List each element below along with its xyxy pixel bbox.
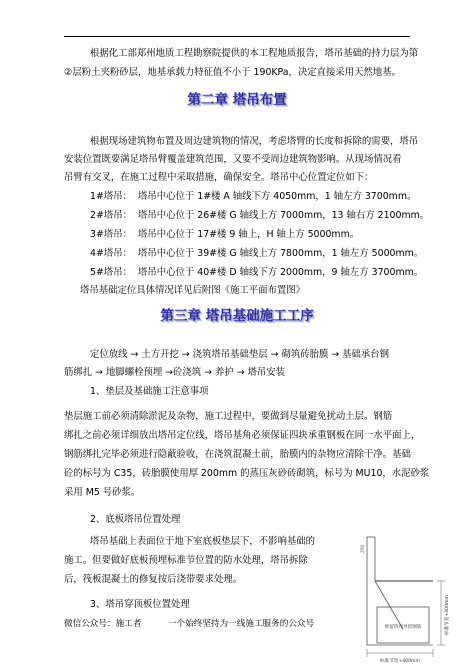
- section-1-line-1: 垫层施工前必须清除淤泥及杂物，施工过程中，要做到尽量避免扰动土层。钢筋: [64, 411, 393, 422]
- process-flow-line-1: 定位放线 → 土方开挖 → 浇筑塔吊基础垫层 → 砌筑砖胎膜 → 基础承台钢: [90, 349, 390, 360]
- diagram-side-dimension-label: 标准节宽+400mm: [445, 595, 450, 635]
- diagram-slope-line: [375, 581, 403, 629]
- diagram-wall-dimension-label: 250: [360, 545, 365, 553]
- section-2-line-3: 后，筏板混凝土的修复按后浇带要求处理。: [64, 574, 243, 585]
- chapter-2-para-1: 根据现场建筑物布置及周边建筑物的情况，考虑塔臂的长度和拆除的需要，塔吊: [90, 136, 419, 147]
- crane-3-text: 塔吊中心位于 17#楼 9 轴上，H 轴上方 5000mm。: [138, 229, 360, 240]
- crane-4-label: 4#塔吊：: [90, 248, 132, 259]
- crane-5-label: 5#塔吊：: [90, 267, 132, 278]
- section-1-line-5: 采用 M5 号砂浆。: [64, 487, 141, 498]
- chapter-2-para-3: 吊臂有交叉，在施工过程中采取措施，确保安全。塔吊中心位置定位如下：: [64, 172, 374, 183]
- chapter-3-title: 第三章 塔吊基础施工工序: [160, 308, 314, 324]
- section-2-line-1: 塔吊基础上表面位于地下室底板垫层下，不影响基础的: [90, 536, 316, 547]
- section-1-line-4: 砼的标号为 C35，砖胎膜使用厚 200mm 的蒸压灰砂砖砌筑，标号为 MU10，水泥砂浆: [64, 468, 430, 479]
- section-2-line-2: 施工。但要做好底板预埋标准节位置的防水处理，塔吊拆除: [64, 555, 308, 566]
- footer-slogan: 一个始终坚持为一线施工服务的公众号: [168, 619, 315, 629]
- crane-2-label: 2#塔吊：: [90, 210, 132, 221]
- standard-section-diagram: [345, 525, 457, 665]
- section-1-line-3: 钢筋绑扎完毕必须进行隐蔽验收，在浇筑混凝土前，胎膜内的杂物应清除干净。基础: [64, 449, 411, 460]
- crane-1-text: 塔吊中心位于 1#楼 A 轴线下方 4050mm，1 轴左方 3700mm。: [138, 191, 417, 202]
- crane-location-note: 塔吊基础定位具体情况详见后附图《施工平面布置图》: [80, 285, 306, 296]
- header-rule: [64, 36, 410, 37]
- process-flow-line-2: 筋绑扎 → 地脚螺栓预埋 →砼浇筑 → 养护 → 塔吊安装: [64, 367, 286, 378]
- chapter-2-title: 第二章 塔吊布置: [187, 92, 287, 108]
- crane-2-text: 塔吊中心位于 26#楼 G 轴线上方 7000mm，13 轴右方 2100mm。: [138, 210, 430, 221]
- section-3-title: 3、塔吊穿顶板位置处理: [90, 599, 190, 610]
- diagram-bottom-dimension-label: 标准节宽+400mm: [380, 659, 420, 664]
- intro-line-2: ②层粉土夹粉砂层，地基承载力特征值不小于 190KPa，决定直接采用天然地基。: [64, 67, 402, 78]
- intro-line-1: 根据化工部郑州地质工程勘察院提供的本工程地质报告，塔吊基础的持力层为第: [90, 48, 419, 59]
- crane-3-label: 3#塔吊：: [90, 229, 132, 240]
- section-1-line-2: 绑扎之前必须详细放出塔吊定位线，塔吊基角必须保证四块承重钢板在同一水平面上，: [64, 430, 421, 441]
- chapter-2-para-2: 安装位置既要满足塔吊臂覆盖建筑范围，又要不受周边建筑物影响。从现场情况看: [64, 154, 402, 165]
- section-1-title: 1、垫层及基础施工注意事项: [90, 386, 209, 397]
- crane-5-text: 塔吊中心位于 40#楼 D 轴线下方 2000mm，9 轴左方 3700mm。: [138, 267, 424, 278]
- diagram-box-label: 预留四周导留钢筋: [384, 625, 422, 630]
- crane-4-text: 塔吊中心位于 39#楼 G 轴线上方 7800mm，1 轴左方 5000mm。: [138, 248, 424, 259]
- crane-1-label: 1#塔吊：: [90, 191, 132, 202]
- section-2-title: 2、底板塔吊位置处理: [90, 514, 181, 525]
- footer-wechat-account: 微信公众号：施工者: [64, 619, 142, 629]
